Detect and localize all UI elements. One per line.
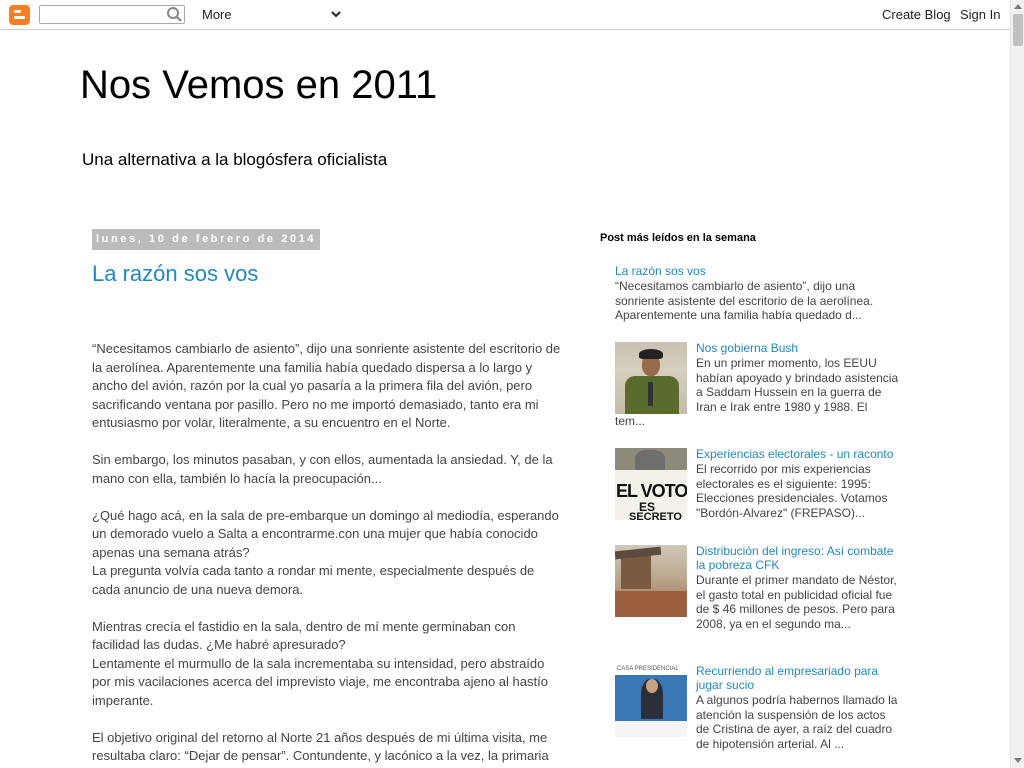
paragraph-gap (92, 599, 562, 618)
post-paragraph: El objetivo original del retorno al Norte 21 años después de mi última visita, me resultaba claro: “Dejar de pensar”. Contundente, y lacónico a la vez, la primaria (92, 729, 549, 763)
chevron-down-icon[interactable] (330, 8, 342, 20)
popular-post-item (615, 664, 900, 764)
page-scrollbar[interactable] (1010, 0, 1024, 768)
scroll-up-arrow-icon[interactable] (1014, 4, 1022, 9)
blog-description: Una alternativa a la blogósfera oficialista (82, 150, 388, 169)
popular-post-snippet: A algunos podría habernos llamado la atención la suspensión de los actos de Cristina de ayer, a raíz del cuadro de hipotensión arterial. Al ... (696, 693, 898, 751)
popular-post-thumbnail[interactable] (615, 342, 687, 414)
post-title-link[interactable]: La razón sos vos (92, 261, 259, 286)
popular-post-title-link[interactable]: La razón sos vos (615, 264, 706, 278)
sign-in-link[interactable]: Sign In (960, 7, 1001, 22)
popular-post-title-link[interactable]: Experiencias electorales - un raconto (696, 447, 894, 461)
thumbnail-banner-text: CASA PRESIDENCIAL (617, 666, 679, 672)
more-dropdown[interactable]: More (202, 7, 232, 22)
post-paragraph: Sin embargo, los minutos pasaban, y con ellos, aumentada la ansiedad. Y, de la mano con ella, también lo hacía la preocupación... (92, 452, 553, 486)
popular-post-title-link[interactable]: Recurriendo al empresariado para jugar sucio (696, 664, 879, 692)
blogger-navbar (0, 0, 1010, 30)
paragraph-gap (92, 710, 562, 729)
popular-post-title-link[interactable]: Nos gobierna Bush (696, 341, 799, 355)
post-paragraph: Lentamente el murmullo de la sala incrementaba su intensidad, pero abstraído por mis vacilaciones acerca del imprevisto viaje, me encontraba ajeno al hastío imperante. (92, 655, 548, 708)
post-body (92, 340, 562, 766)
popular-post-snippet: En un primer momento, los EEUU habían apoyado y brindado asistencia a Saddam Hussein en la guerra de Iran e Irak entre 1980 y 1988. El tem... (615, 356, 899, 428)
popular-post-snippet: “Necesitamos cambiarlo de asiento”, dijo una sonriente asistente del escritorio de la aerolínea. Aparentemente una familia había quedado d... (615, 279, 874, 322)
scrollbar-thumb[interactable] (1013, 14, 1023, 46)
popular-post-snippet: El recorrido por mis experiencias electorales es el siguiente: 1995: Elecciones presidenciales. Votamos "Bordón-Alvarez" (FREPASO)... (696, 462, 888, 520)
popular-post-thumbnail[interactable] (615, 545, 687, 617)
post-paragraph: La pregunta volvía cada tanto a rondar mi mente, especialmente después de cada anuncio de una nueva demora. (92, 563, 535, 597)
scroll-down-arrow-icon[interactable] (1014, 758, 1022, 763)
popular-post-thumbnail[interactable] (615, 448, 687, 520)
thumbnail-sign-text: EL VOTO (616, 481, 687, 501)
thumbnail-sign-text: ES (639, 500, 656, 514)
popular-post-item (615, 264, 900, 341)
popular-posts-title: Post más leídos en la semana (600, 232, 756, 244)
popular-posts-list (615, 264, 900, 764)
search-icon[interactable] (165, 6, 183, 23)
blog-title[interactable]: Nos Vemos en 2011 (80, 63, 438, 107)
create-blog-link[interactable]: Create Blog (882, 7, 951, 22)
post-paragraph: Mientras crecía el fastidio en la sala, dentro de mí mente germinaban con facilidad las dudas. ¿Me habré apresurado? (92, 618, 516, 652)
post-paragraph: ¿Qué hago acá, en la sala de pre-embarque un domingo al mediodía, esperando un demorado vuelo a Salta a encontrarme.con una mujer que había conocido apenas una semana atrás? (92, 507, 559, 560)
popular-post-item (615, 341, 900, 447)
search-input[interactable] (39, 5, 185, 24)
blogger-logo-icon[interactable] (9, 5, 30, 25)
popular-post-item (615, 544, 900, 664)
post-paragraph: “Necesitamos cambiarlo de asiento”, dijo una sonriente asistente del escritorio de la aerolínea. Aparentemente una familia había quedado dispersa a lo largo y ancho del avión, razón por la cual yo pasaría a la primera fila del avión, pero sacrificando ventana por pasillo. Pero no me importó demasiado, tanto era mi entusiasmo por volar, literalmente, a su encuentro en el Norte. (92, 341, 561, 430)
popular-post-title-link[interactable]: Distribución del ingreso: Así combate la pobreza CFK (696, 544, 894, 572)
paragraph-gap (92, 488, 562, 507)
post-date-header: lunes, 10 de febrero de 2014 (92, 229, 320, 250)
popular-post-snippet: Durante el primer mandato de Néstor, el gasto total en publicidad oficial fue de $ 46 millones de pesos. Pero para 2008, ya en el segundo ma... (696, 573, 897, 631)
thumbnail-sign-text: SECRETO (629, 511, 682, 520)
popular-post-thumbnail[interactable] (615, 665, 687, 737)
popular-post-item (615, 447, 900, 544)
paragraph-gap (92, 433, 562, 452)
